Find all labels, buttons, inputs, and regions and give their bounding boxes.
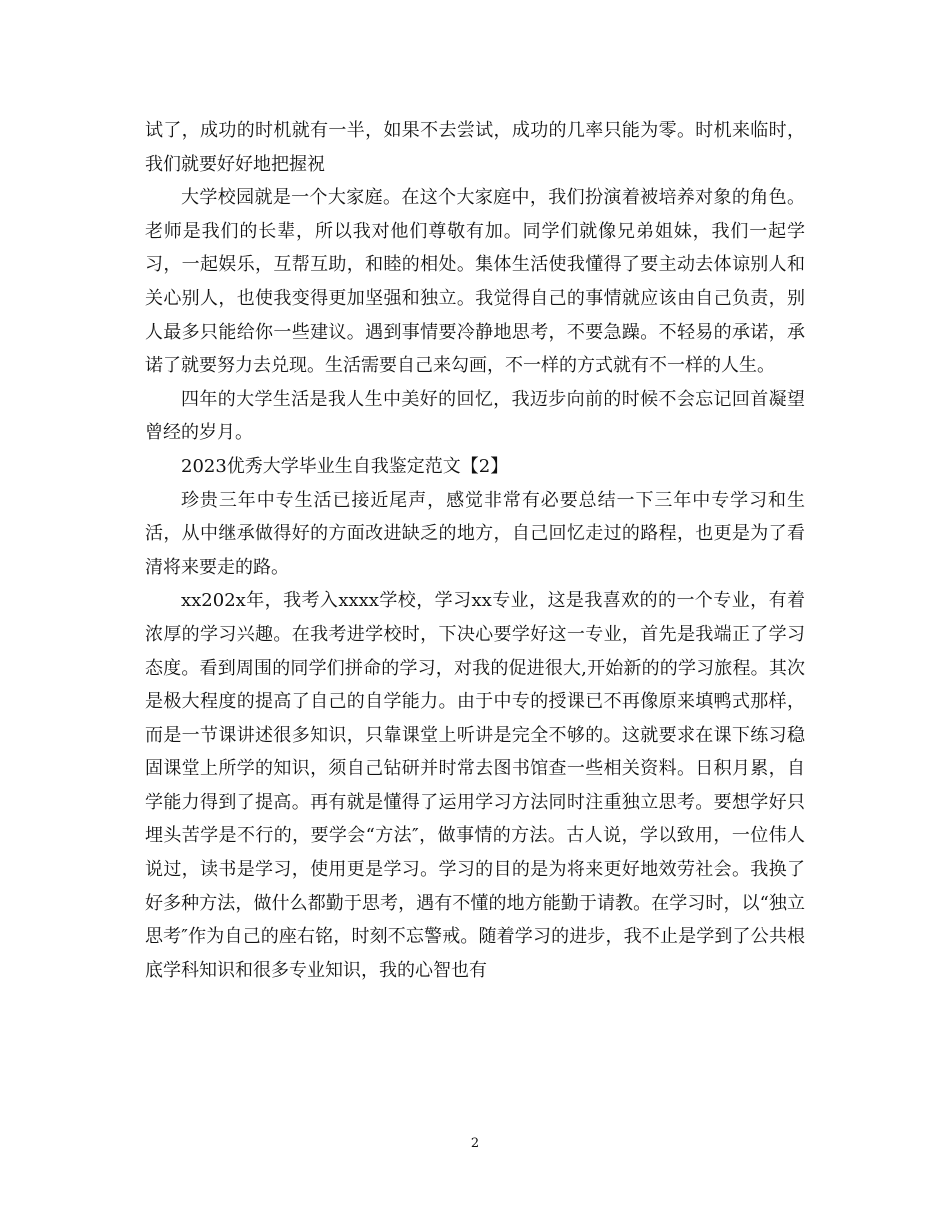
- paragraph-study-experience: xx202x年，我考入xxxx学校，学习xx专业，这是我喜欢的的一个专业，有着浓厚的学习兴趣。在我考进学校时，下决心要学好这一专业，首先是我端正了学习态度。看到周围的同学们拼命的学习，对我的促进很大,开始新的的学习旅程。其次是极大程度的提高了自己的自学能力。由于中专的授课已不再像原来填鸭式那样，而是一节课讲述很多知识，只靠课堂上听讲是完全不够的。这就要求在课下练习稳固课堂上所学的知识，须自己钻研并时常去图书馆查一些相关资料。日积月累，自学能力得到了提高。再有就是懂得了运用学习方法同时注重独立思考。要想学好只埋头苦学是不行的，要学会“方法″，做事情的方法。古人说，学以致用，一位伟人说过，读书是学习，使用更是学习。学习的目的是为将来更好地效劳社会。我换了好多种方法，做什么都勤于思考，遇有不懂的地方能勤于请教。在学习时，以“独立思考″作为自己的座右铭，时刻不忘警戒。随着学习的进步，我不止是学到了公共根底学科知识和很多专业知识，我的心智也有: [145, 590, 805, 981]
- paragraph-continuation: 试了，成功的时机就有一半，如果不去尝试，成功的几率只能为零。时机来临时，我们就要好好地把握祝: [145, 120, 805, 175]
- paragraph-university-memories: 四年的大学生活是我人生中美好的回忆，我迈步向前的时候不会忘记回首凝望曾经的岁月。: [145, 388, 805, 444]
- paragraph-campus-family: 大学校园就是一个大家庭。在这个大家庭中，我们扮演着被培养对象的角色。老师是我们的长辈，所以我对他们尊敬有加。同学们就像兄弟姐妹，我们一起学习，一起娱乐，互帮互助，和睦的相处。集体生活使我懂得了要主动去体谅别人和关心别人，也使我变得更加坚强和独立。我觉得自己的事情就应该由自己负责，别人最多只能给你一些建议。遇到事情要冷静地思考，不要急躁。不轻易的承诺，承诺了就要努力去兑现。生活需要自己来勾画，不一样的方式就有不一样的人生。: [145, 187, 805, 377]
- paragraph-intro-summary: 珍贵三年中专生活已接近尾声，感觉非常有必要总结一下三年中专学习和生活，从中继承做得好的方面改进缺乏的地方，自己回忆走过的路程，也更是为了看清将来要走的路。: [145, 489, 805, 578]
- section-heading: 2023优秀大学毕业生自我鉴定范文【2】: [181, 455, 509, 477]
- page-number: 2: [470, 1136, 480, 1151]
- page-body: [145, 114, 805, 987]
